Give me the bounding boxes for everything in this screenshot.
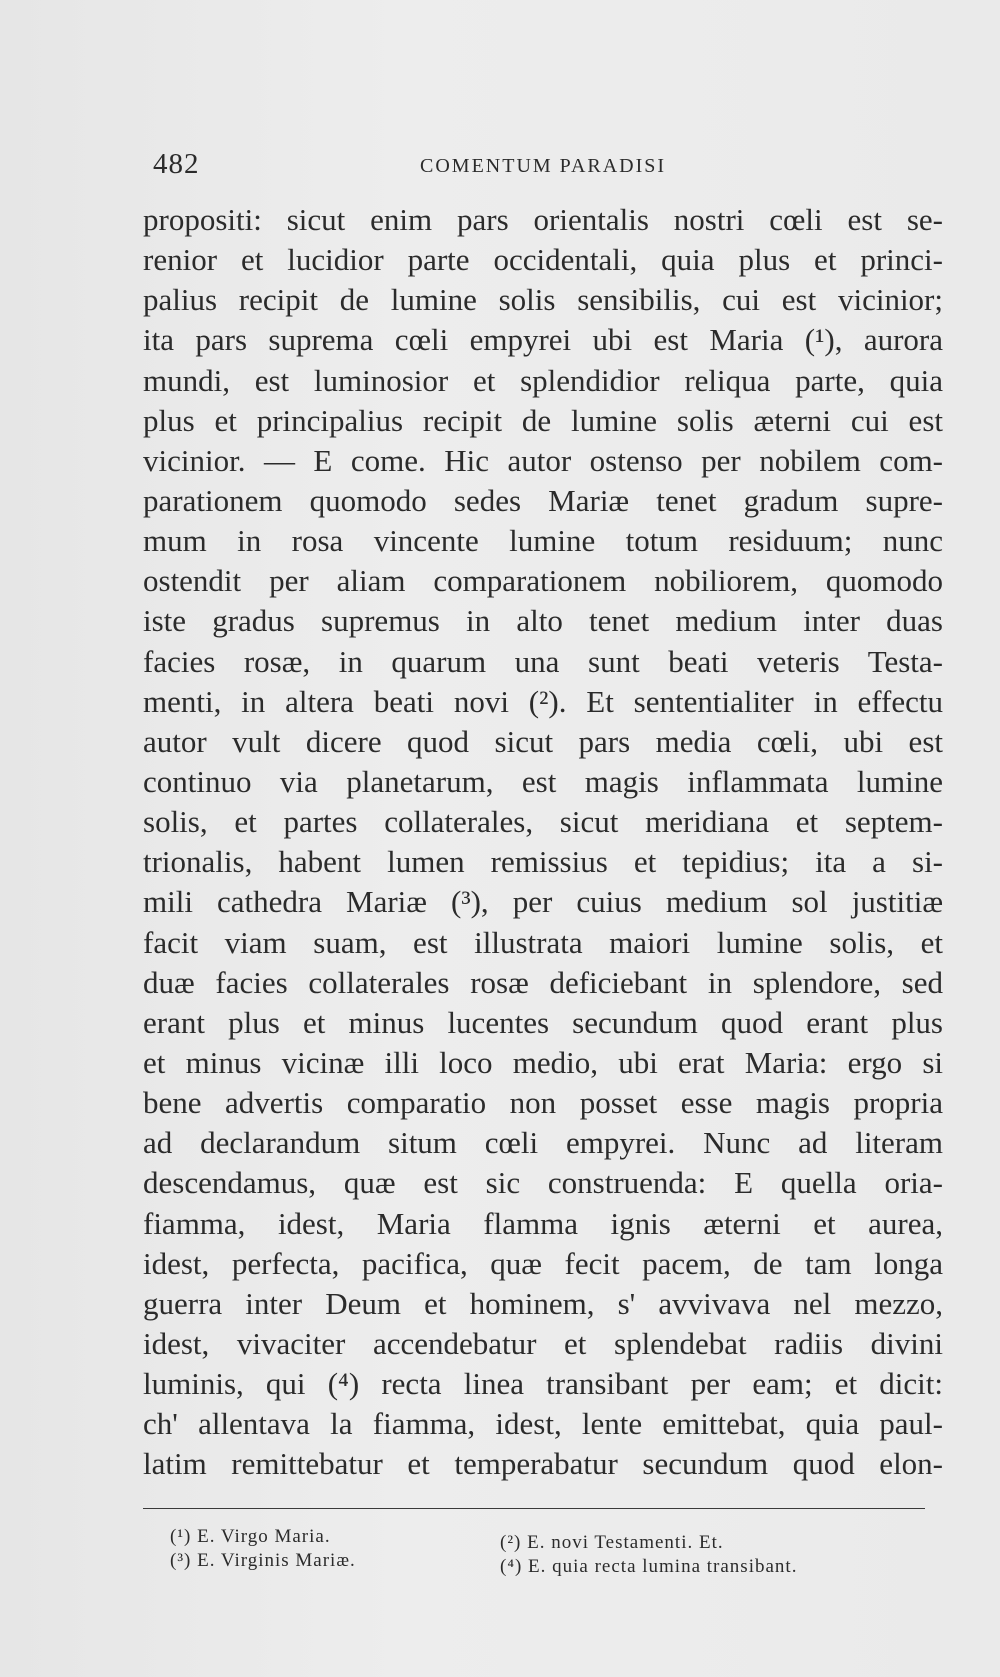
footnote-2: (²) E. novi Testamenti. Et. [500, 1532, 724, 1553]
footnote-divider [143, 1508, 925, 1509]
text-line: idest, perfecta, pacifica, quæ fecit pacem, de tam longa [143, 1245, 943, 1281]
text-line: mili cathedra Mariæ (³), per cuius medium sol justitiæ [143, 884, 943, 920]
text-line: et minus vicinæ illi loco medio, ubi erat Maria: ergo si [143, 1044, 943, 1080]
text-line: ita pars suprema cœli empyrei ubi est Maria (¹), aurora [143, 322, 943, 358]
text-line: idest, vivaciter accendebatur et splendebat radiis divini [143, 1325, 943, 1361]
text-line: descendamus, quæ est sic construenda: E quella oria- [143, 1165, 943, 1201]
footnote-4: (⁴) E. quia recta lumina transibant. [500, 1556, 798, 1577]
text-line: propositi: sicut enim pars orientalis nostri cœli est se- [143, 202, 943, 237]
text-line: autor vult dicere quod sicut pars media cœli, ubi est [143, 723, 943, 759]
text-line: menti, in altera beati novi (²). Et sententialiter in effectu [143, 683, 943, 719]
text-line: duæ facies collaterales rosæ deficiebant in splendore, sed [143, 964, 943, 1000]
text-line: facit viam suam, est illustrata maiori lumine solis, et [143, 924, 943, 960]
text-line: facies rosæ, in quarum una sunt beati veteris Testa- [143, 643, 943, 679]
body-text [143, 200, 943, 1485]
text-line: plus et principalius recipit de lumine solis æterni cui est [143, 402, 943, 438]
text-line: latim remittebatur et temperabatur secundum quod elon- [143, 1446, 943, 1482]
text-line: parationem quomodo sedes Mariæ tenet gradum supre- [143, 482, 943, 518]
text-line: ostendit per aliam comparationem nobiliorem, quomodo [143, 563, 943, 599]
text-line: erant plus et minus lucentes secundum quod erant plus [143, 1004, 943, 1040]
running-title: COMENTUM PARADISI [420, 155, 667, 177]
text-line: fiamma, idest, Maria flamma ignis æterni et aurea, [143, 1205, 943, 1241]
text-line: solis, et partes collaterales, sicut meridiana et septem- [143, 804, 943, 840]
text-line: trionalis, habent lumen remissius et tepidius; ita a si- [143, 844, 943, 880]
text-line: ad declarandum situm cœli empyrei. Nunc ad literam [143, 1125, 943, 1161]
text-line: bene advertis comparatio non posset esse magis propria [143, 1085, 943, 1121]
text-line: guerra inter Deum et hominem, s' avvivava nel mezzo, [143, 1285, 943, 1321]
text-line: vicinior. — E come. Hic autor ostenso per nobilem com- [143, 442, 943, 478]
page-number: 482 [153, 148, 200, 180]
text-line: mum in rosa vincente lumine totum residuum; nunc [143, 523, 943, 559]
text-line: continuo via planetarum, est magis inflammata lumine [143, 763, 943, 799]
footnote-1: (¹) E. Virgo Maria. [170, 1526, 331, 1547]
text-line: iste gradus supremus in alto tenet medium inter duas [143, 603, 943, 639]
text-line: renior et lucidior parte occidentali, quia plus et princi- [143, 242, 943, 278]
page-header [150, 148, 930, 188]
footnote-3: (³) E. Virginis Mariæ. [170, 1550, 356, 1571]
text-line: ch' allentava la fiamma, idest, lente emittebat, quia paul- [143, 1406, 943, 1442]
text-line: mundi, est luminosior et splendidior reliqua parte, quia [143, 362, 943, 398]
text-line: palius recipit de lumine solis sensibilis, cui est vicinior; [143, 282, 943, 318]
text-line: luminis, qui (⁴) recta linea transibant per eam; et dicit: [143, 1366, 943, 1402]
